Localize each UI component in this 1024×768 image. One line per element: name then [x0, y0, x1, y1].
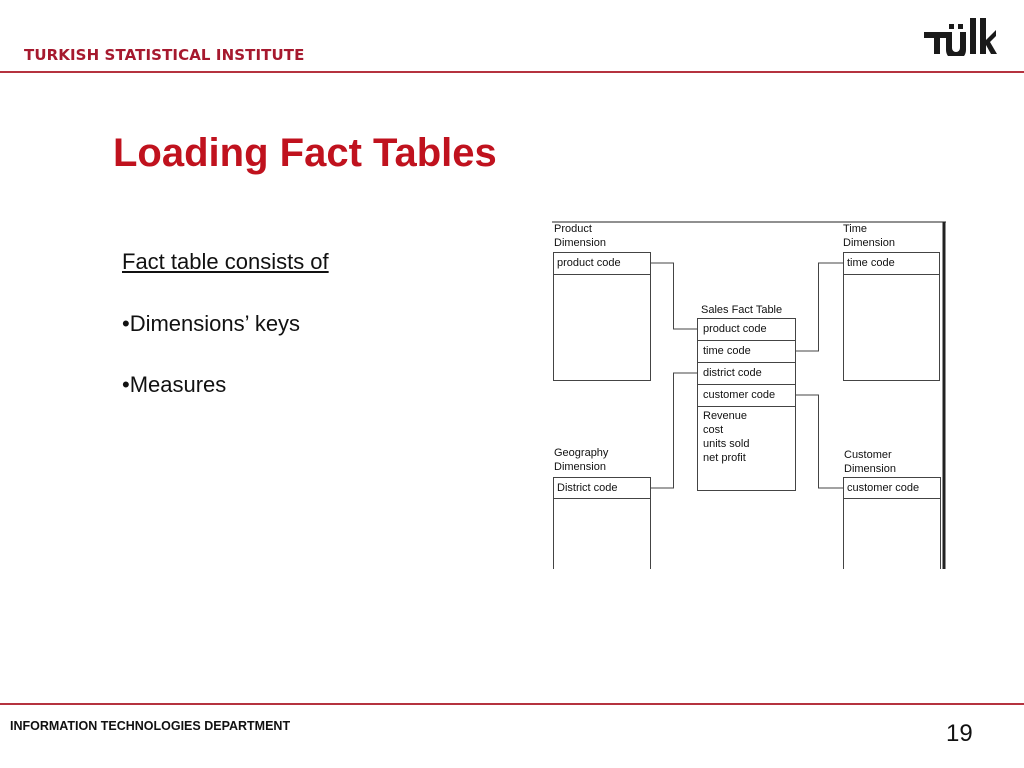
fact-measure: Revenue	[703, 410, 748, 422]
customer-dimension-key: customer code	[847, 482, 920, 494]
star-schema-diagram	[552, 221, 948, 571]
department-name: INFORMATION TECHNOLOGIES DEPARTMENT	[10, 719, 291, 733]
product-dimension-label: Dimension	[554, 237, 606, 249]
product-key-link	[651, 263, 698, 329]
fact-measure: net profit	[703, 452, 746, 464]
product-dimension-key: product code	[557, 257, 621, 269]
fact-key: customer code	[703, 389, 776, 401]
time-dimension-label: Time	[843, 223, 868, 235]
slide-title: Loading Fact Tables	[113, 131, 497, 175]
district-key-link	[651, 373, 698, 488]
time-key-link	[796, 263, 844, 351]
time-dimension-table	[844, 253, 940, 381]
fact-measure: units sold	[703, 438, 750, 450]
time-dimension-key: time code	[847, 257, 895, 269]
product-dimension-label: Product	[554, 223, 592, 235]
fact-key: product code	[703, 323, 767, 335]
footer-divider	[0, 703, 1024, 705]
tuik-logo-icon	[924, 14, 998, 56]
page-number: 19	[946, 720, 973, 747]
customer-dimension-label: Customer	[844, 449, 892, 461]
header-divider	[0, 71, 1024, 73]
geography-dimension-label: Dimension	[554, 461, 606, 473]
geography-dimension-key: District code	[557, 482, 618, 494]
fact-key: time code	[703, 345, 751, 357]
organization-name: TURKISH STATISTICAL INSTITUTE	[24, 46, 305, 64]
geography-dimension-label: Geography	[554, 447, 609, 459]
bullet-dimensions-keys: •Dimensions’ keys	[122, 311, 301, 336]
product-dimension-table	[554, 253, 651, 381]
fact-key: district code	[703, 367, 762, 379]
customer-dimension-label: Dimension	[844, 463, 896, 475]
fact-measure: cost	[703, 424, 724, 436]
time-dimension-label: Dimension	[843, 237, 895, 249]
intro-text: Fact table consists of	[122, 249, 329, 274]
customer-key-link	[796, 395, 844, 488]
fact-table-title: Sales Fact Table	[701, 304, 783, 316]
bullet-measures: •Measures	[122, 372, 227, 397]
